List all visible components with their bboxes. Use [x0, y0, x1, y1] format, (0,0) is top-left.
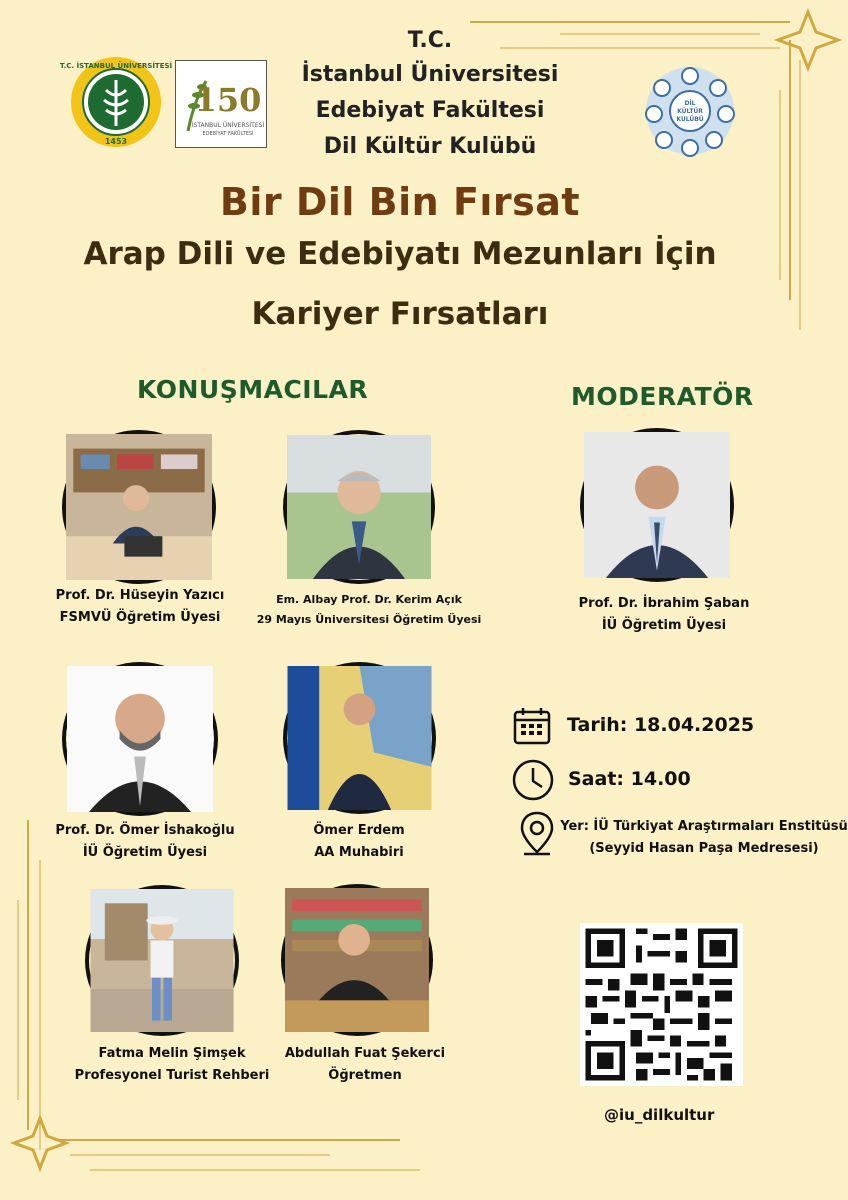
speaker-5-name: Fatma Melin Şimşek	[98, 1046, 246, 1061]
speaker-4-role: AA Muhabiri	[314, 845, 404, 860]
event-subtitle-line2: Kariyer Fırsatları	[251, 296, 549, 332]
portrait-map-bg	[287, 666, 432, 810]
location-pin-icon	[518, 810, 556, 860]
event-time: Saat: 14.00	[568, 768, 691, 790]
svg-text:DİL: DİL	[684, 100, 696, 107]
event-date: Tarih: 18.04.2025	[567, 714, 755, 736]
svg-text:1453: 1453	[104, 137, 128, 146]
event-location-line2: (Seyyid Hasan Paşa Medresesi)	[589, 841, 819, 856]
qr-code[interactable]	[580, 923, 743, 1086]
svg-text:KULÜBÜ: KULÜBÜ	[676, 116, 704, 123]
portrait-office	[66, 434, 212, 580]
dil-kultur-club-logo	[640, 66, 740, 156]
instagram-handle: @iu_dilkultur	[604, 1106, 715, 1124]
portrait-white-bg	[66, 666, 214, 812]
event-location	[560, 816, 848, 860]
moderator-role: İÜ Öğretim Üyesi	[601, 618, 727, 633]
speaker-photo-1	[62, 430, 216, 584]
speaker-2-role: 29 Mayıs Üniversitesi Öğretim Üyesi	[256, 613, 482, 626]
speaker-1-caption	[30, 585, 250, 629]
speaker-3-role: İÜ Öğretim Üyesi	[82, 845, 208, 860]
clock-icon	[511, 758, 555, 802]
speaker-photo-3	[62, 662, 218, 816]
speaker-photo-6	[281, 884, 433, 1036]
speaker-3-caption	[30, 820, 260, 864]
speaker-photo-2	[283, 430, 435, 584]
portrait-library	[285, 888, 429, 1032]
event-title: Bir Dil Bin Fırsat	[219, 180, 581, 224]
speaker-6-caption	[255, 1043, 475, 1087]
portrait-studio	[584, 432, 730, 578]
speakers-heading: KONUŞMACILAR	[137, 375, 369, 404]
speaker-5-role: Profesyonel Turist Rehberi	[74, 1068, 270, 1083]
speaker-6-role: Öğretmen	[328, 1068, 402, 1083]
calendar-icon	[512, 706, 552, 746]
event-location-line1: Yer: İÜ Türkiyat Araştırmaları Enstitüsü	[560, 819, 848, 834]
speaker-4-caption	[269, 820, 449, 864]
header-tc: T.C.	[407, 28, 453, 53]
svg-text:KÜLTÜR: KÜLTÜR	[677, 108, 703, 115]
speaker-3-name: Prof. Dr. Ömer İshakoğlu	[55, 823, 235, 838]
logo-lettering: T.C. İSTANBUL ÜNİVERSİTESİ	[59, 62, 173, 70]
speaker-2-name: Em. Albay Prof. Dr. Kerim Açık	[276, 593, 462, 606]
speaker-6-name: Abdullah Fuat Şekerci	[284, 1046, 446, 1061]
speaker-photo-4	[283, 662, 436, 814]
speaker-1-name: Prof. Dr. Hüseyin Yazıcı	[55, 588, 225, 603]
speaker-1-role: FSMVÜ Öğretim Üyesi	[59, 610, 221, 625]
header-club: Dil Kültür Kulübü	[323, 134, 537, 159]
moderator-heading: MODERATÖR	[571, 382, 754, 411]
moderator-caption	[549, 593, 779, 637]
speaker-5-caption	[62, 1043, 282, 1087]
moderator-photo	[580, 428, 734, 582]
moderator-name: Prof. Dr. İbrahim Şaban	[578, 596, 750, 611]
istanbul-university-logo	[59, 56, 173, 148]
header-university: İstanbul Üniversitesi	[301, 62, 559, 87]
portrait-outdoor	[287, 434, 431, 580]
svg-text:150: 150	[194, 81, 262, 119]
svg-text:EDEBİYAT FAKÜLTESİ: EDEBİYAT FAKÜLTESİ	[202, 131, 254, 137]
speaker-2-caption	[239, 590, 499, 630]
event-subtitle-line1: Arap Dili ve Edebiyatı Mezunları İçin	[83, 236, 717, 272]
header-faculty: Edebiyat Fakültesi	[315, 98, 545, 123]
portrait-historic-site	[89, 889, 235, 1032]
speaker-4-name: Ömer Erdem	[313, 823, 405, 838]
svg-text:İSTANBUL ÜNİVERSİTESİ: İSTANBUL ÜNİVERSİTESİ	[191, 122, 265, 129]
speaker-photo-5	[85, 885, 239, 1036]
faculty-150-year-logo	[175, 60, 267, 148]
